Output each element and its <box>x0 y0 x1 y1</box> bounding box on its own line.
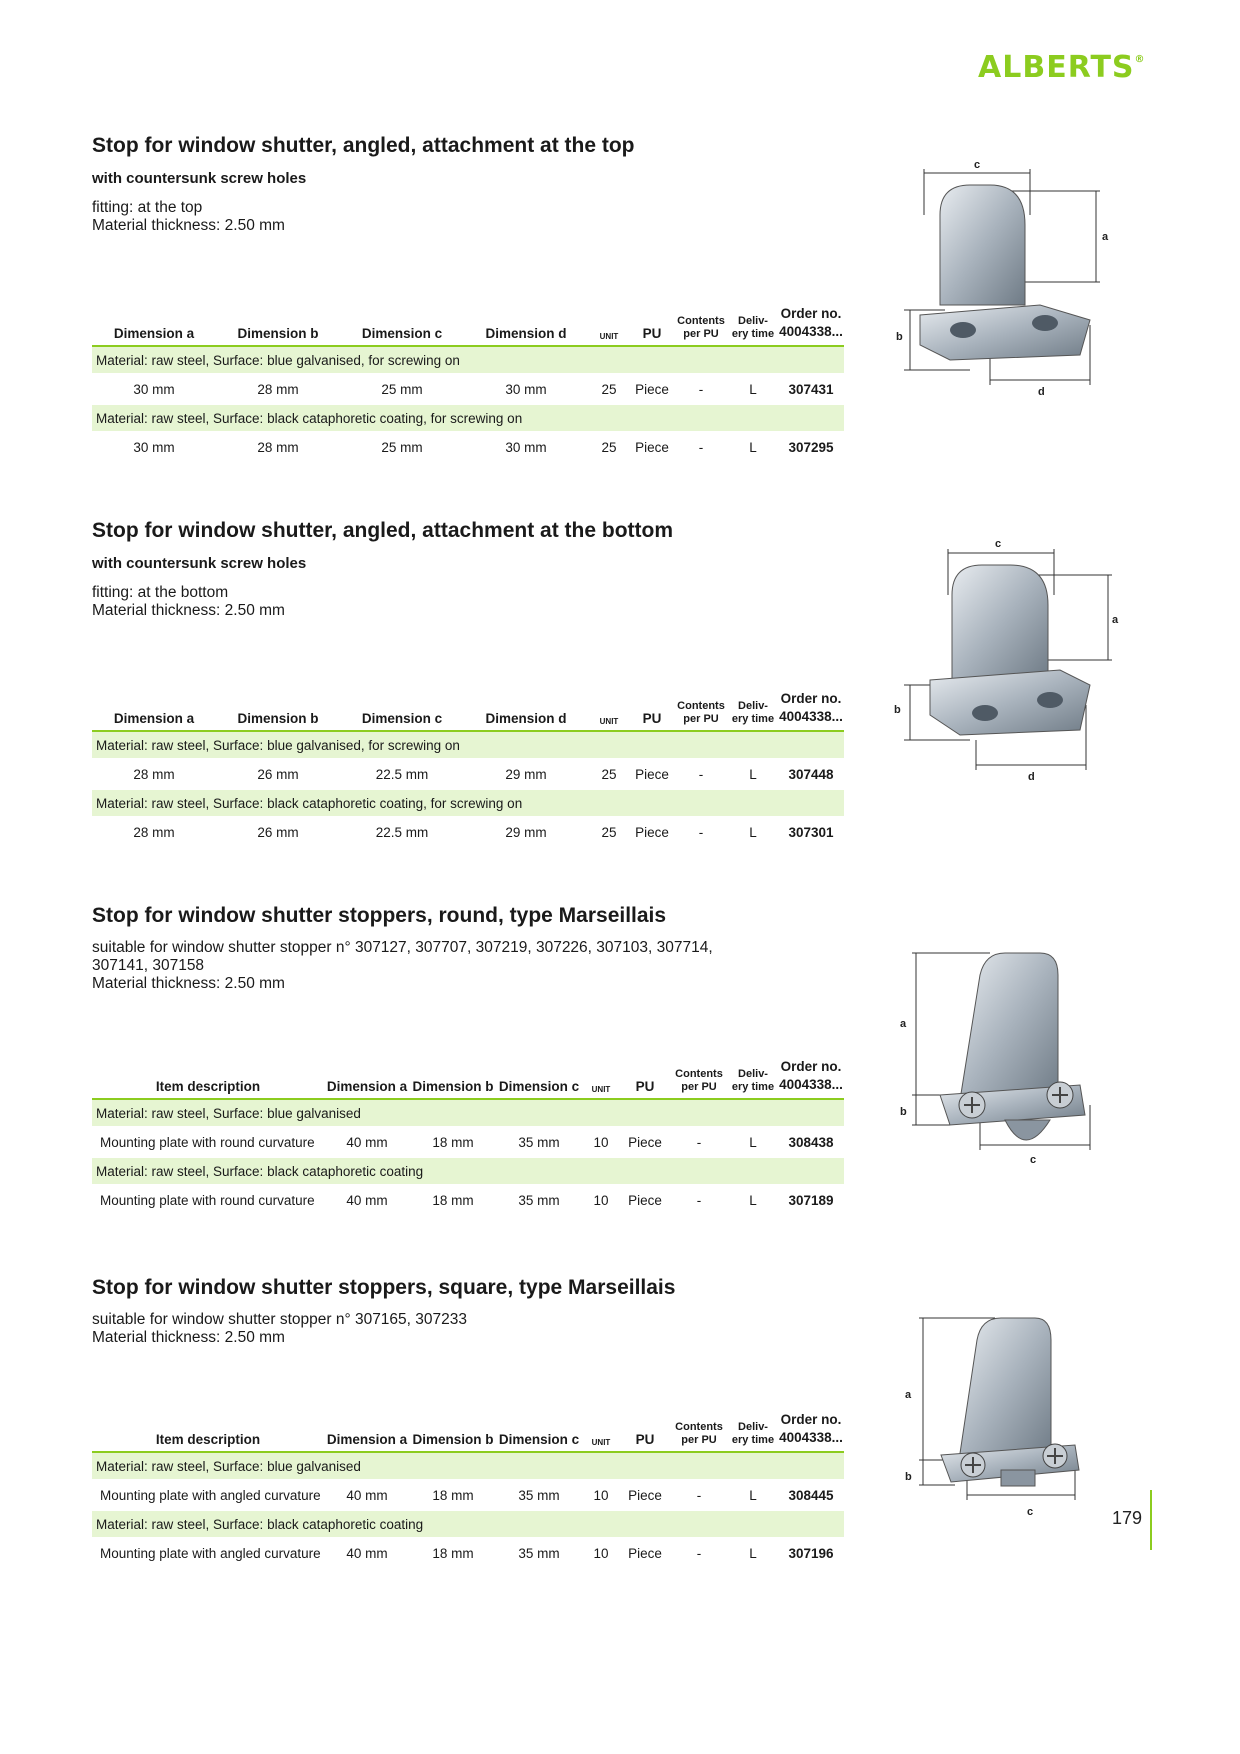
page-number: 179 <box>1112 1508 1143 1528</box>
col-dimension-a: Dimension a <box>113 711 195 726</box>
col-dimension-d: Dimension d <box>485 326 567 341</box>
material-row: Material: raw steel, Surface: black cataphoretic coating <box>92 1511 844 1537</box>
thickness-text: Material thickness: 2.50 mm <box>92 1329 285 1346</box>
material-row: Material: raw steel, Surface: black cataphoretic coating, for screwing on <box>92 790 844 816</box>
order-number: 307431 <box>788 381 834 397</box>
brand-logo <box>978 50 1146 85</box>
order-number: 308438 <box>788 1134 834 1150</box>
col-pu: PU <box>635 1079 655 1094</box>
thickness-text: Material thickness: 2.50 mm <box>92 602 285 619</box>
dim-label-a: a <box>1102 231 1109 243</box>
order-number: 307448 <box>788 766 834 782</box>
product-table <box>92 1058 844 1216</box>
product-drawing-2 <box>890 535 1130 790</box>
dim-label-b: b <box>905 1471 912 1483</box>
col-pu: PU <box>635 1432 655 1447</box>
col-dimension-c: Dimension c <box>361 711 443 726</box>
col-delivery: Deliv- ery time <box>731 315 775 340</box>
product-section-3 <box>92 903 844 1208</box>
col-pu: PU <box>642 711 662 726</box>
product-drawing-1 <box>890 155 1130 410</box>
table-row: Mounting plate with round curvature 40 mm 18 mm 35 mm 10 Piece - L 307189 <box>92 1184 844 1216</box>
section-title: Stop for window shutter, angled, attachment at the bottom <box>92 519 674 542</box>
col-dimension-a: Dimension a <box>326 1432 408 1447</box>
dim-label-c: c <box>974 159 981 171</box>
material-row: Material: raw steel, Surface: black cataphoretic coating, for screwing on <box>92 405 844 431</box>
col-delivery: Deliv- ery time <box>731 1421 775 1446</box>
order-number: 307196 <box>788 1545 834 1561</box>
table-row: 30 mm 28 mm 25 mm 30 mm 25 Piece - L 307431 <box>92 373 844 405</box>
brand-name: ALBERTS <box>978 50 1135 85</box>
material-row: Material: raw steel, Surface: blue galvanised <box>92 1452 844 1479</box>
section-title: Stop for window shutter stoppers, round, type Marseillais <box>92 904 667 927</box>
col-dimension-c: Dimension c <box>498 1079 580 1094</box>
section-subtitle: with countersunk screw holes <box>92 170 307 187</box>
brand-mark: ® <box>1134 54 1146 65</box>
order-number: 307301 <box>788 824 834 840</box>
compatibility-text: suitable for window shutter stopper n° 307127, 307707, 307219, 307226, 307103, 307714, <box>92 939 713 956</box>
thickness-text: Material thickness: 2.50 mm <box>92 975 285 992</box>
section-description <box>92 584 844 620</box>
col-delivery: Deliv- ery time <box>731 1068 775 1093</box>
col-unit: UNIT <box>599 332 619 341</box>
col-pu: PU <box>642 326 662 341</box>
section-description <box>92 1311 844 1347</box>
col-unit: UNIT <box>591 1085 611 1094</box>
compatibility-text: suitable for window shutter stopper n° 307165, 307233 <box>92 1311 468 1328</box>
product-section-2 <box>92 518 844 840</box>
dim-label-d: d <box>1028 771 1035 783</box>
table-row: 28 mm 26 mm 22.5 mm 29 mm 25 Piece - L 307301 <box>92 816 844 848</box>
col-unit: UNIT <box>599 717 619 726</box>
table-row: Mounting plate with round curvature 40 mm 18 mm 35 mm 10 Piece - L 308438 <box>92 1126 844 1158</box>
col-contents: Contents per PU <box>677 315 725 340</box>
col-item-description: Item description <box>155 1079 261 1094</box>
col-contents: Contents per PU <box>675 1421 723 1446</box>
col-order-no: Order no. 4004338... <box>779 1059 843 1092</box>
col-dimension-a: Dimension a <box>113 326 195 341</box>
dim-label-b: b <box>894 704 901 716</box>
material-row: Material: raw steel, Surface: black cataphoretic coating <box>92 1158 844 1184</box>
col-unit: UNIT <box>591 1438 611 1447</box>
product-table <box>92 305 844 463</box>
col-dimension-b: Dimension b <box>412 1079 494 1094</box>
product-table <box>92 690 844 848</box>
section-description <box>92 939 844 993</box>
dim-label-b: b <box>896 331 903 343</box>
col-order-no: Order no. 4004338... <box>779 306 843 339</box>
col-order-no: Order no. 4004338... <box>779 691 843 724</box>
dim-label-a: a <box>1112 614 1119 626</box>
dim-label-c: c <box>1027 1506 1034 1518</box>
section-description <box>92 199 844 235</box>
dim-label-a: a <box>900 1018 907 1030</box>
product-section-4 <box>92 1275 844 1561</box>
fitting-text: fitting: at the bottom <box>92 584 229 601</box>
page-number-bar <box>1150 1490 1152 1550</box>
thickness-text: Material thickness: 2.50 mm <box>92 217 285 234</box>
table-header <box>92 690 844 731</box>
table-header <box>92 305 844 346</box>
dim-label-d: d <box>1038 386 1045 398</box>
col-dimension-b: Dimension b <box>237 326 319 341</box>
fitting-text: fitting: at the top <box>92 199 203 216</box>
col-dimension-b: Dimension b <box>412 1432 494 1447</box>
dim-label-a: a <box>905 1389 912 1401</box>
col-dimension-b: Dimension b <box>237 711 319 726</box>
section-title: Stop for window shutter, angled, attachment at the top <box>92 134 635 157</box>
product-drawing-4 <box>895 1310 1125 1545</box>
col-dimension-a: Dimension a <box>326 1079 408 1094</box>
material-row: Material: raw steel, Surface: blue galvanised, for screwing on <box>92 346 844 373</box>
table-header <box>92 1058 844 1099</box>
section-subtitle: with countersunk screw holes <box>92 555 307 572</box>
col-contents: Contents per PU <box>675 1068 723 1093</box>
col-order-no: Order no. 4004338... <box>779 1412 843 1445</box>
order-number: 307189 <box>788 1192 834 1208</box>
col-dimension-d: Dimension d <box>485 711 567 726</box>
compatibility-text-cont: 307141, 307158 <box>92 957 205 974</box>
dim-label-b: b <box>900 1106 907 1118</box>
table-row: 30 mm 28 mm 25 mm 30 mm 25 Piece - L 307295 <box>92 431 844 463</box>
product-drawing-3 <box>890 945 1130 1190</box>
product-table <box>92 1411 844 1569</box>
col-dimension-c: Dimension c <box>498 1432 580 1447</box>
dim-label-c: c <box>995 538 1002 550</box>
col-delivery: Deliv- ery time <box>731 700 775 725</box>
table-row: 28 mm 26 mm 22.5 mm 29 mm 25 Piece - L 307448 <box>92 758 844 790</box>
table-header <box>92 1411 844 1452</box>
col-dimension-c: Dimension c <box>361 326 443 341</box>
material-row: Material: raw steel, Surface: blue galvanised <box>92 1099 844 1126</box>
material-row: Material: raw steel, Surface: blue galvanised, for screwing on <box>92 731 844 758</box>
col-contents: Contents per PU <box>677 700 725 725</box>
product-section-1 <box>92 133 844 455</box>
order-number: 307295 <box>788 439 834 455</box>
col-item-description: Item description <box>155 1432 261 1447</box>
table-row: Mounting plate with angled curvature 40 mm 18 mm 35 mm 10 Piece - L 307196 <box>92 1537 844 1569</box>
dim-label-c: c <box>1030 1154 1037 1166</box>
section-title: Stop for window shutter stoppers, square, type Marseillais <box>92 1276 676 1299</box>
order-number: 308445 <box>788 1487 834 1503</box>
table-row: Mounting plate with angled curvature 40 mm 18 mm 35 mm 10 Piece - L 308445 <box>92 1479 844 1511</box>
